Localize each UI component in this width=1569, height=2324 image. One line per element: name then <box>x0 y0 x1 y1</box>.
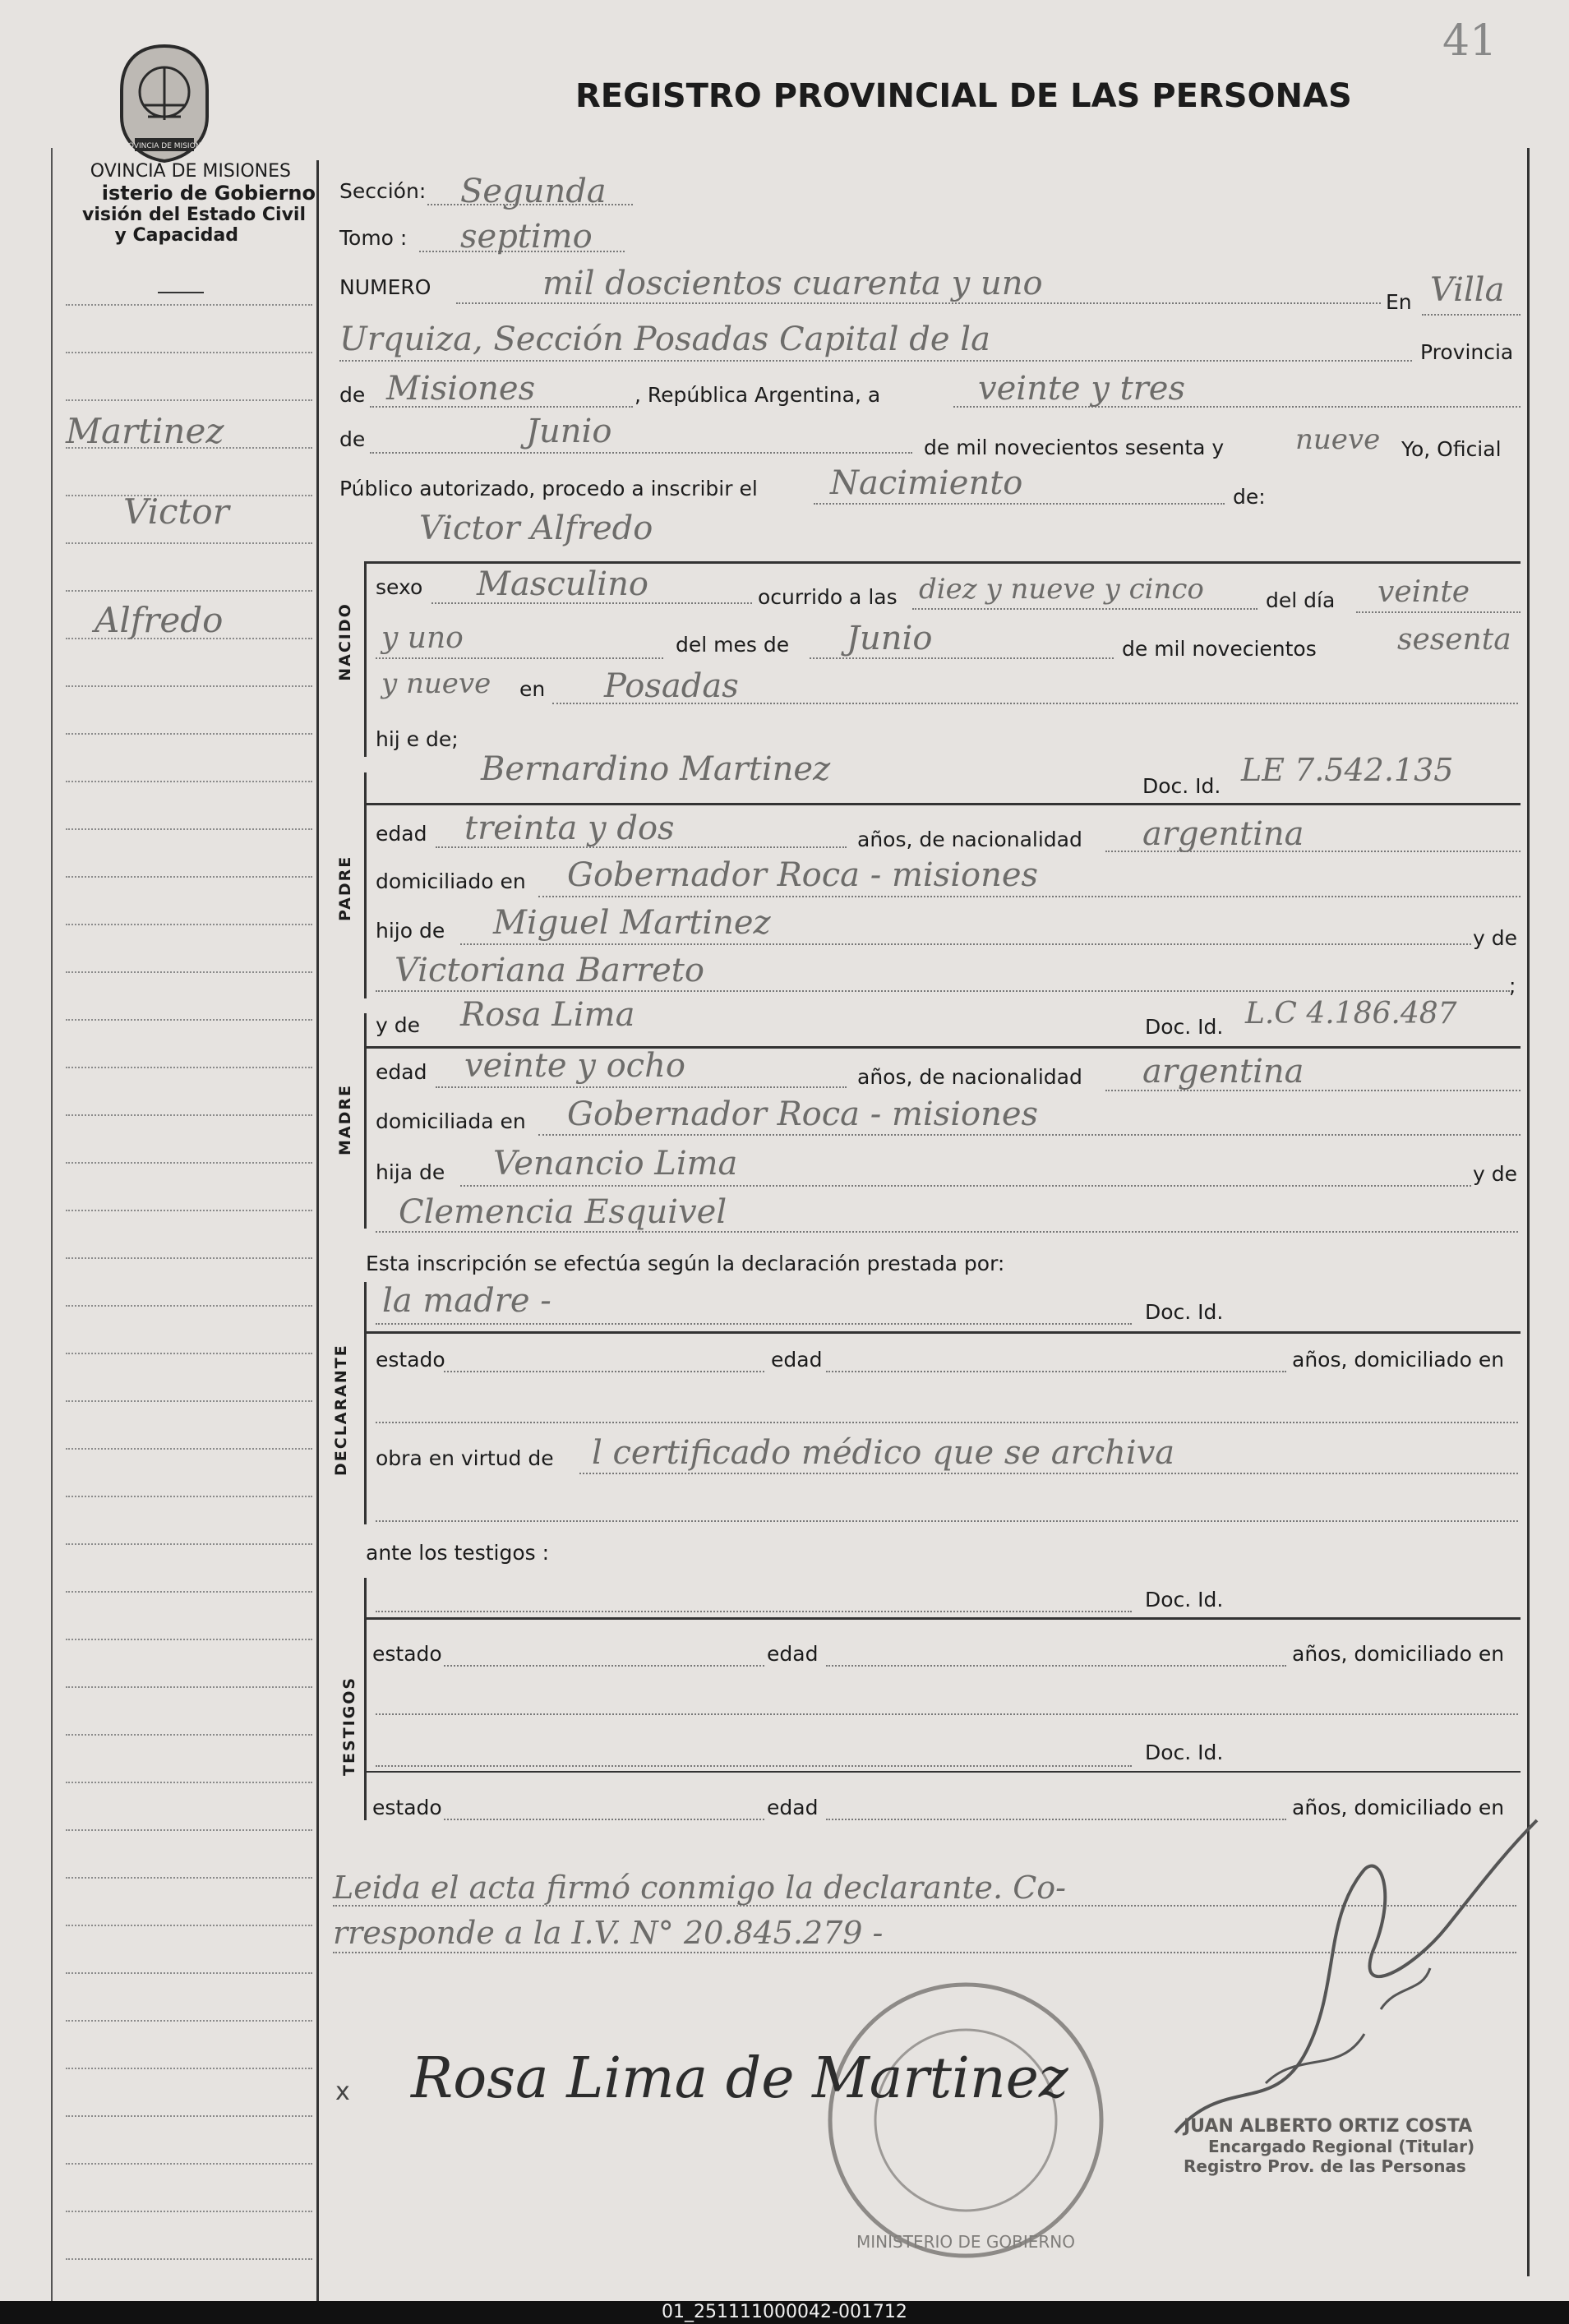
margin-rule <box>66 1829 312 1831</box>
nacido-top-rule <box>366 561 1521 564</box>
madre-dom-value: Gobernador Roca - misiones <box>567 1095 1039 1133</box>
provincia-value: Misiones <box>386 370 536 408</box>
mes-value: Junio <box>526 413 612 450</box>
org-line-3: visión del Estado Civil <box>82 205 306 225</box>
signature: Rosa Lima de Martinez <box>411 2046 1068 2111</box>
declarante-estado-label: estado <box>376 1348 445 1372</box>
madre-yde-label-2: y de <box>1473 1162 1517 1186</box>
padre-padre-line <box>460 943 1471 945</box>
margin-rule <box>66 2211 312 2212</box>
margin-rule <box>66 352 312 353</box>
inscripcion-label: Esta inscripción se efectúa según la declaración prestada por: <box>366 1252 1005 1275</box>
provincia-label: Provincia <box>1420 340 1514 364</box>
margin-rule <box>66 1925 312 1926</box>
margin-rule <box>66 2258 312 2260</box>
madre-edad-label: edad <box>376 1060 427 1084</box>
nacido-vrule <box>364 561 367 757</box>
del-dia-label: del día <box>1266 588 1336 612</box>
margin-rule <box>66 876 312 878</box>
mes-nac-value: Junio <box>847 620 933 657</box>
testigo2-edad-label: edad <box>767 1796 819 1819</box>
testigo2-estado-line <box>444 1819 764 1820</box>
madre-nombre-value: Rosa Lima <box>460 996 635 1034</box>
closing-note-2: rresponde a la I.V. N° 20.845.279 - <box>333 1915 884 1951</box>
margin-rule <box>66 733 312 735</box>
org-block <box>59 161 330 246</box>
declarante-edad-label: edad <box>771 1348 823 1372</box>
madre-madre-value: Clemencia Esquivel <box>399 1193 727 1231</box>
padre-padre-label: hijo de <box>376 919 445 943</box>
de-mil-nov-label: de mil novecientos <box>1122 637 1317 661</box>
testigo2-rule <box>366 1771 1521 1773</box>
nombre-value: Victor Alfredo <box>419 510 653 547</box>
en-lower-label: en <box>519 677 546 701</box>
padre-top-rule <box>366 803 1521 805</box>
testigo2-dom-label: años, domiciliado en <box>1292 1796 1505 1819</box>
margin-left-rule <box>51 148 53 2301</box>
madre-madre-line <box>376 1231 1518 1233</box>
margin-rule <box>66 1162 312 1164</box>
margin-rule <box>66 2115 312 2117</box>
stamp-line-1: JUAN ALBERTO ORTIZ COSTA <box>1184 2116 1473 2137</box>
official-stamp-icon <box>818 1964 1114 2276</box>
padre-padre-value: Miguel Martinez <box>493 904 771 942</box>
madre-nac-value: argentina <box>1142 1053 1304 1091</box>
margin-rule <box>66 1591 312 1593</box>
declarante-dom-line <box>376 1422 1518 1423</box>
margin-rule <box>66 1353 312 1354</box>
margin-rule <box>66 304 312 306</box>
margin-firstname: Victor <box>123 491 229 532</box>
seal-caption: PROVINCIA DE MISIONES <box>118 142 210 150</box>
place-value: Urquiza, Sección Posadas Capital de la <box>339 320 990 358</box>
tomo-label: Tomo : <box>339 226 408 250</box>
margin-secondname: Alfredo <box>95 600 224 640</box>
margin-rule <box>66 1448 312 1450</box>
margin-rule <box>66 590 312 592</box>
org-rule <box>158 292 204 293</box>
padre-label: PADRE <box>336 855 354 921</box>
en-line <box>1422 314 1521 316</box>
margin-rule <box>66 1305 312 1307</box>
testigo1-dom-label: años, domiciliado en <box>1292 1642 1505 1666</box>
declarante-dom-label: años, domiciliado en <box>1292 1348 1505 1372</box>
padre-semicolon: ; <box>1509 974 1516 998</box>
declarante-doc-label: Doc. Id. <box>1145 1300 1224 1324</box>
testigo2-doc-label: Doc. Id. <box>1145 1741 1224 1764</box>
testigo1-estado-label: estado <box>372 1642 442 1666</box>
margin-rule <box>66 1210 312 1211</box>
margin-surname: Martinez <box>66 411 224 451</box>
margin-rule <box>66 542 312 544</box>
footer-filename: 01_251111000042-001712 <box>0 2301 1569 2324</box>
madre-dom-label: domiciliada en <box>376 1109 526 1133</box>
margin-divider <box>316 160 319 2301</box>
testigo1-edad-line <box>826 1665 1286 1667</box>
padre-nac-label: años, de nacionalidad <box>857 828 1082 851</box>
obra-label: obra en virtud de <box>376 1446 554 1470</box>
signature-mark: x <box>335 2077 350 2106</box>
anio-nac-value: sesenta <box>1397 623 1511 657</box>
numero-value: mil doscientos cuarenta y uno <box>542 265 1043 302</box>
padre-edad-label: edad <box>376 822 427 846</box>
testigo1-edad-label: edad <box>767 1642 819 1666</box>
de-label-2: de <box>339 427 366 451</box>
margin-rule <box>66 1067 312 1068</box>
official-stamp-text <box>1184 2116 1479 2176</box>
declarante-top-rule <box>366 1331 1521 1334</box>
sexo-value: Masculino <box>477 565 648 603</box>
madre-padre-line <box>460 1185 1471 1187</box>
sexo-label: sexo <box>376 575 423 599</box>
madre-doc-label: Doc. Id. <box>1145 1015 1224 1039</box>
margin-rule <box>66 1019 312 1021</box>
place-line <box>339 360 1412 362</box>
testigo1-dom-line <box>376 1713 1518 1715</box>
padre-madre-line <box>376 990 1510 992</box>
padre-vrule <box>364 772 367 998</box>
padre-edad-value: treinta y dos <box>464 809 675 847</box>
margin-rule <box>66 781 312 782</box>
declarante-estado-line <box>444 1371 764 1372</box>
del-mes-label: del mes de <box>676 633 790 657</box>
margin-rule <box>66 1734 312 1736</box>
margin-rule <box>66 2163 312 2165</box>
acto-value: Nacimiento <box>830 464 1023 502</box>
yo-oficial-label: Yo, Oficial <box>1401 437 1502 461</box>
official-signature-icon <box>1151 1804 1545 2149</box>
en-value: Villa <box>1430 271 1505 309</box>
margin-rule <box>66 1543 312 1545</box>
margin-rule <box>66 2020 312 2022</box>
padre-dom-value: Gobernador Roca - misiones <box>567 856 1039 894</box>
ocurrido-label: ocurrido a las <box>758 585 898 609</box>
padre-nombre-value: Bernardino Martinez <box>481 750 831 788</box>
madre-yde-label: y de <box>376 1013 420 1037</box>
declarante-vrule <box>364 1282 367 1524</box>
en-label: En <box>1386 290 1412 314</box>
de-mil-label: de mil novecientos sesenta y <box>924 436 1225 459</box>
padre-dom-label: domiciliado en <box>376 869 526 893</box>
org-line-1: OVINCIA DE MISIONES <box>90 161 291 182</box>
testigo1-line <box>376 1611 1132 1612</box>
margin-rule <box>66 1114 312 1116</box>
margin-rule <box>66 971 312 973</box>
de-colon-label: de: <box>1233 485 1266 509</box>
margin-rule <box>66 1877 312 1879</box>
declarante-value: la madre - <box>382 1282 551 1320</box>
dia-nac-value: veinte <box>1377 575 1470 609</box>
padre-madre-value: Victoriana Barreto <box>395 952 704 989</box>
anio-nac2-value: y nueve <box>381 667 491 700</box>
republica-label: , República Argentina, a <box>635 383 881 407</box>
stamp-seal-text: MINISTERIO DE GOBIERNO <box>856 2232 1075 2252</box>
dia-nac2-value: y uno <box>381 621 464 655</box>
declarante-label: DECLARANTE <box>332 1344 350 1476</box>
page-number: 41 <box>1442 16 1497 66</box>
margin-rule <box>66 1400 312 1402</box>
stamp-line-2: Encargado Regional (Titular) <box>1208 2137 1475 2156</box>
dia-nac-line <box>1356 611 1521 613</box>
mes-nac-line <box>810 657 1114 659</box>
nacido-label: NACIDO <box>336 602 354 681</box>
dia-nac2-line <box>376 657 663 659</box>
tomo-value: septimo <box>460 218 593 256</box>
numero-label: NUMERO <box>339 275 431 299</box>
org-line-4: y Capacidad <box>114 225 238 246</box>
hora-value: diez y nueve y cinco <box>919 573 1204 606</box>
madre-edad-value: veinte y ocho <box>464 1047 685 1085</box>
margin-rule <box>66 1972 312 1974</box>
margin-rule <box>66 1686 312 1688</box>
madre-nac-label: años, de nacionalidad <box>857 1065 1082 1089</box>
margin-rule <box>66 2068 312 2069</box>
madre-label: MADRE <box>336 1084 354 1155</box>
margin-rule <box>66 1257 312 1259</box>
declarante-edad-line <box>826 1371 1286 1372</box>
padre-dom-line <box>538 896 1521 897</box>
testigo2-line <box>376 1765 1132 1767</box>
numero-line <box>456 302 1381 304</box>
madre-doc-value: L.C 4.186.487 <box>1245 997 1457 1031</box>
margin-rule <box>66 685 312 687</box>
de-label: de <box>339 383 366 407</box>
obra-value: l certificado médico que se archiva <box>592 1434 1175 1472</box>
anio-value: nueve <box>1295 423 1381 456</box>
hora-line <box>912 608 1258 610</box>
fecha-dia-value: veinte y tres <box>978 370 1185 408</box>
madre-padre-value: Venancio Lima <box>493 1145 738 1183</box>
padre-doc-value: LE 7.542.135 <box>1241 752 1454 788</box>
padre-doc-label: Doc. Id. <box>1142 774 1221 798</box>
mes-line <box>370 452 912 454</box>
testigos-top-rule <box>366 1617 1521 1620</box>
margin-rule <box>66 399 312 401</box>
testigos-label: TESTIGOS <box>340 1676 358 1776</box>
margin-rule <box>66 924 312 925</box>
madre-padre-label: hija de <box>376 1160 445 1184</box>
lugar-nac-value: Posadas <box>604 667 739 705</box>
margin-rule <box>66 828 312 830</box>
testigo2-estado-label: estado <box>372 1796 442 1819</box>
margin-rule <box>66 1496 312 1497</box>
declarante-line <box>376 1323 1132 1325</box>
padre-yde-label: y de <box>1473 926 1517 950</box>
stamp-line-3: Registro Prov. de las Personas <box>1184 2156 1466 2176</box>
margin-rule <box>66 1782 312 1783</box>
publico-label: Público autorizado, procedo a inscribir el <box>339 477 758 500</box>
seccion-value: Segunda <box>460 173 607 210</box>
margin-rule <box>66 1639 312 1640</box>
org-line-2: isterio de Gobierno <box>101 182 316 205</box>
page-title: REGISTRO PROVINCIAL DE LAS PERSONAS <box>575 77 1352 115</box>
acto-line <box>814 503 1225 505</box>
madre-edad-line <box>436 1086 847 1088</box>
seccion-label: Sección: <box>339 179 427 203</box>
testigo1-doc-label: Doc. Id. <box>1145 1588 1224 1612</box>
testigo1-estado-line <box>444 1665 764 1667</box>
testigos-vrule <box>364 1578 367 1820</box>
closing-note-1: Leida el acta firmó conmigo la declarante. Co- <box>333 1870 1066 1906</box>
hijo-de-label: hij e de; <box>376 727 459 751</box>
madre-dom-line <box>538 1134 1521 1136</box>
padre-nac-value: argentina <box>1142 815 1304 853</box>
ante-label: ante los testigos : <box>366 1541 550 1565</box>
coat-of-arms-icon <box>115 41 214 163</box>
obra-line <box>579 1473 1518 1474</box>
obra-line-2 <box>376 1520 1518 1522</box>
